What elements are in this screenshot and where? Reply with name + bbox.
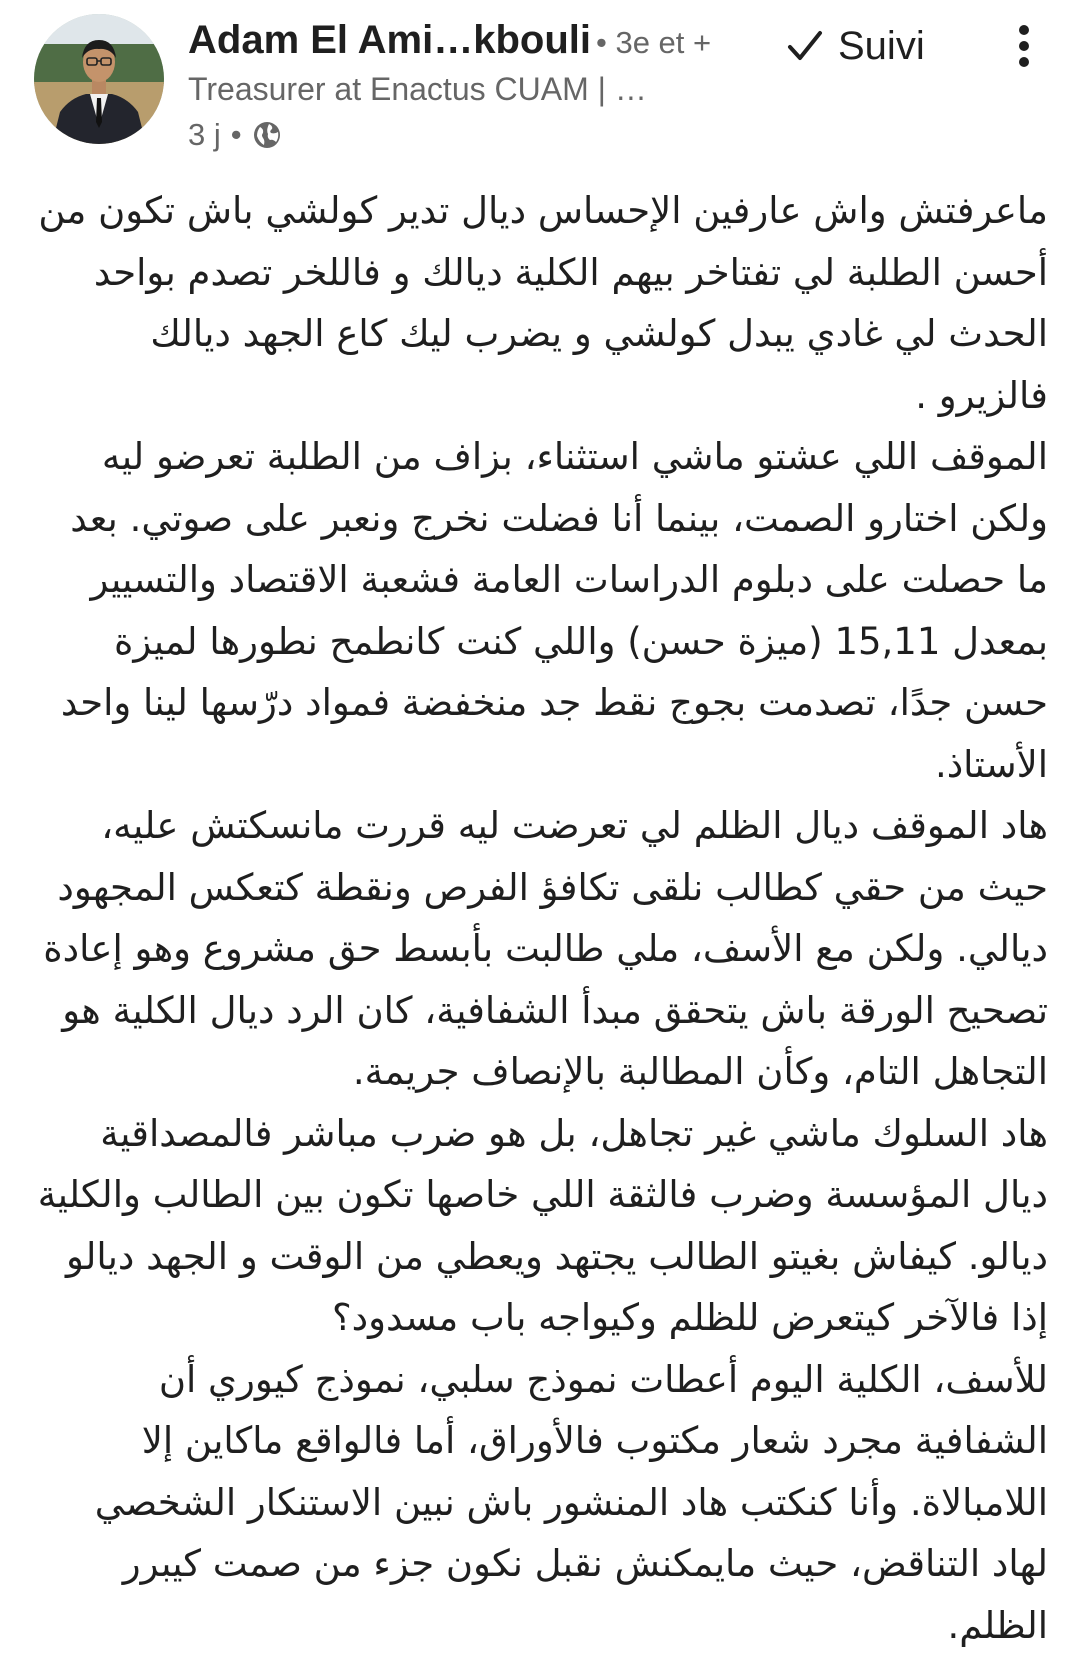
check-icon [786,27,824,65]
avatar[interactable] [34,14,164,144]
globe-icon [252,120,282,150]
post-time: 3 j [188,117,221,153]
author-name[interactable]: Adam El Ami…kbouli [188,16,591,64]
following-label: Suivi [838,24,925,69]
meta-separator: • [231,117,242,153]
post-paragraph: هاد السلوك ماشي غير تجاهل، بل هو ضرب مباشر فالمصداقية ديال المؤسسة وضرب فالثقة اللي خاصها تكون بين الطالب والكلية ديالو. كيفاش بغيتو الطالب يجتهد ويعطي من الوقت و الجهد ديالو إذا فالآخر كيتعرض للظلم وكيواجه باب مسدود؟ [30,1103,1048,1349]
post-paragraph: الموقف اللي عشتو ماشي استثناء، بزاف من الطلبة تعرضو ليه ولكن اختارو الصمت، بينما أنا فضلت نخرج ونعبر على صوتي. بعد ما حصلت على دبلوم الدراسات العامة فشعبة الاقتصاد والتسيير بمعدل 15,11 (ميزة حسن) واللي كنت كانطمح نطورها لميزة حسن جدًا، تصدمت بجوج نقط جد منخفضة فمواد درّسها لينا واحد الأستاذ. [30,426,1048,795]
post-text [30,180,1048,1656]
post-paragraph: للأسف، الكلية اليوم أعطات نموذج سلبي، نموذج كيوري أن الشفافية مجرد شعار مكتوب فالأوراق، أما فالواقع ماكاين إلا اللامبالاة. وأنا كنكتب هاد المنشور باش نبين الاستنكار الشخصي لهاد التناقض، حيث مايمكنش نقبل نكون جزء من صمت كيبرر الظلم. [30,1349,1048,1656]
post-meta [188,114,282,156]
author-headline[interactable]: Treasurer at Enactus CUAM | … [188,68,647,110]
post-paragraph: هاد الموقف ديال الظلم لي تعرضت ليه قررت مانسكتش عليه، حيث من حقي كطالب نلقى تكافؤ الفرص ونقطة كتعكس المجهود ديالي. ولكن مع الأسف، ملي طالبت بأبسط حق مشروع وهو إعادة تصحيح الورقة باش يتحقق مبدأ الشفافية، كان الرد ديال الكلية هو التجاهل التام، وكأن المطالبة بالإنصاف جريمة. [30,795,1048,1103]
post-paragraph: ماعرفتش واش عارفين الإحساس ديال تدير كولشي باش تكون من أحسن الطلبة لي تفتاخر بيهم الكلية ديالك و فاللخر تصدم بواحد الحدث لي غادي يبدل كولشي و يضرب ليك كاع الجهد ديالك فالزيرو . [30,180,1048,426]
more-vertical-icon[interactable] [1000,22,1048,70]
connection-degree: • 3e et + [596,24,711,62]
following-button[interactable] [786,18,925,74]
profile-photo [34,14,164,144]
